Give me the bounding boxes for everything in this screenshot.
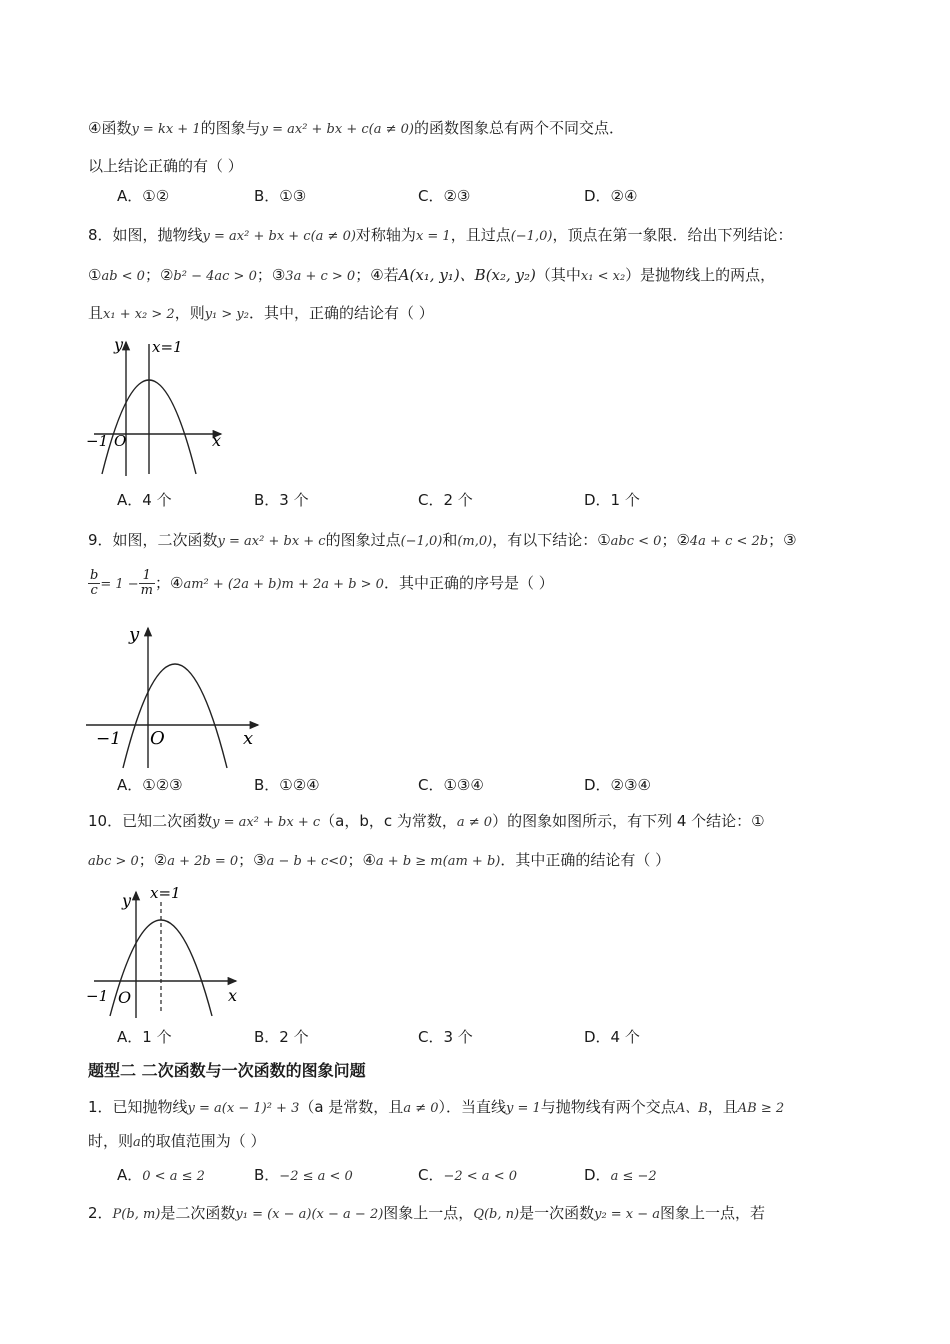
q8-option-b[interactable]: B．3 个 — [254, 491, 309, 509]
q7-option-a[interactable]: A．①② — [117, 187, 170, 205]
q10-stem-line2: abc > 0；②a + 2b = 0；③a − b + c<0；④a + b ≥ m(am + b)．其中正确的结论有（ ） — [88, 851, 671, 869]
s2q1-stem-line1: 1．已知抛物线y = a(x − 1)² + 3（a 是常数，且a ≠ 0）．当直线y = 1与抛物线有两个交点A、B，且AB ≥ 2 — [88, 1098, 785, 1116]
q9-graph — [86, 622, 266, 770]
q8-option-d[interactable]: D．1 个 — [584, 491, 640, 509]
q7-option-c[interactable]: C．②③ — [418, 187, 471, 205]
q10-origin-label: O — [118, 988, 132, 1007]
q7-prompt: 以上结论正确的有（ ） — [88, 157, 243, 175]
q9-option-b[interactable]: B．①②④ — [254, 776, 320, 794]
q9-parabola — [123, 664, 227, 768]
q8-neg1-label: −1 — [86, 432, 109, 450]
q10-option-b[interactable]: B．2 个 — [254, 1028, 309, 1046]
q10-axis-label: x=1 — [150, 884, 181, 902]
q9-stem-line1: 9．如图，二次函数y = ax² + bx + c的图象过点(−1,0)和(m,0)，有以下结论：①abc < 0；②4a + c < 2b；③ — [88, 531, 797, 549]
q8-axis-label: x=1 — [152, 338, 183, 356]
q9-stem-line2: $\frac{b}{c}$ = 1 − $\frac{1}{m}$ ；④am² + (2a + b)m + 2a + b > 0．其中正确的序号是（ ） — [90, 568, 554, 598]
q7-item4: ④函数y = kx + 1的图象与y = ax² + bx + c(a ≠ 0)的函数图象总有两个不同交点． — [88, 119, 624, 137]
q10-y-label: y — [122, 891, 132, 910]
q9-x-label: x — [243, 728, 254, 749]
q9-option-d[interactable]: D．②③④ — [584, 776, 651, 794]
q10-option-d[interactable]: D．4 个 — [584, 1028, 640, 1046]
q8-stem-line3: 且x₁ + x₂ > 2，则y₁ > y₂．其中，正确的结论有（ ） — [88, 304, 434, 322]
q10-graph — [86, 880, 246, 1020]
q9-fraction-1-over-m: $\frac{1}{m}$ — [140, 568, 153, 598]
q7-option-d[interactable]: D．②④ — [584, 187, 638, 205]
q9-fraction-b-over-c: $\frac{b}{c}$ — [90, 568, 99, 598]
q8-y-label: y — [114, 336, 124, 354]
q8-origin-label: O — [114, 432, 127, 450]
s2q1-option-a[interactable]: A．0 < a ≤ 2 — [117, 1166, 205, 1184]
q10-x-label: x — [228, 986, 238, 1005]
s2q1-stem-line2: 时，则a的取值范围为（ ） — [88, 1132, 266, 1150]
q9-origin-label: O — [150, 728, 165, 749]
q10-neg1-label: −1 — [86, 987, 109, 1005]
q8-graph — [86, 336, 226, 478]
s2q2-stem-line1: 2．P(b, m)是二次函数y₁ = (x − a)(x − a − 2)图象上一点，Q(b, n)是一次函数y₂ = x − a图象上一点，若 — [88, 1204, 766, 1222]
s2q1-option-d[interactable]: D．a ≤ −2 — [584, 1166, 657, 1184]
q8-option-c[interactable]: C．2 个 — [418, 491, 473, 509]
section-title: 题型二 二次函数与一次函数的图象问题 — [88, 1061, 366, 1080]
q8-x-label: x — [212, 431, 222, 450]
q8-stem-line1: 8．如图，抛物线y = ax² + bx + c(a ≠ 0)对称轴为x = 1，且过点(−1,0)，顶点在第一象限．给出下列结论： — [88, 226, 793, 244]
q9-neg1-label: −1 — [96, 729, 122, 749]
s2q1-option-c[interactable]: C．−2 < a < 0 — [418, 1166, 517, 1184]
q8-stem-line2: ①ab < 0；②b² − 4ac > 0；③3a + c > 0；④若A(x₁, y₁)、B(x₂, y₂)（其中x₁ < x₂）是抛物线上的两点， — [88, 266, 776, 284]
q10-option-c[interactable]: C．3 个 — [418, 1028, 473, 1046]
q8-option-a[interactable]: A．4 个 — [117, 491, 172, 509]
q7-option-b[interactable]: B．①③ — [254, 187, 307, 205]
q9-option-c[interactable]: C．①③④ — [418, 776, 484, 794]
q9-y-label: y — [129, 624, 140, 645]
q10-option-a[interactable]: A．1 个 — [117, 1028, 172, 1046]
q9-option-a[interactable]: A．①②③ — [117, 776, 183, 794]
q10-stem-line1: 10．已知二次函数y = ax² + bx + c（a，b，c 为常数，a ≠ 0）的图象如图所示，有下列 4 个结论：① — [88, 812, 765, 830]
s2q1-option-b[interactable]: B．−2 ≤ a < 0 — [254, 1166, 353, 1184]
